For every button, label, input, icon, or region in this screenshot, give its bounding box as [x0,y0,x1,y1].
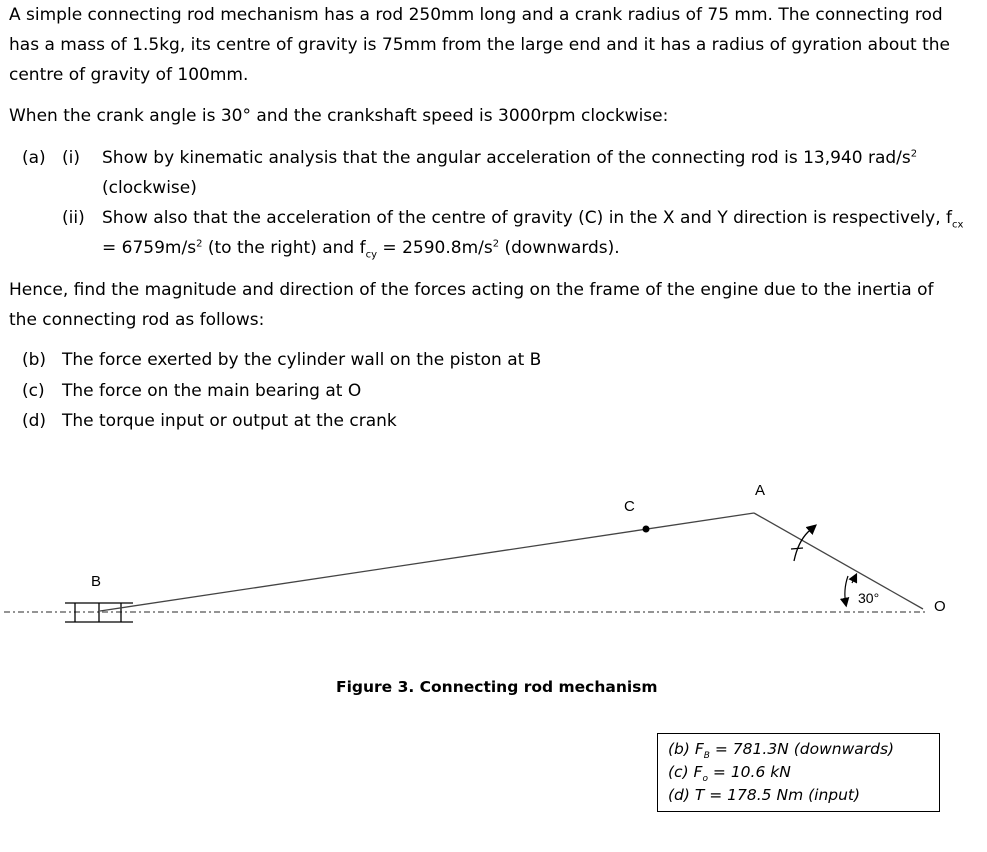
subscript: cx [952,219,964,231]
part-a-i-text-cont: (clockwise) [102,178,197,198]
piston-b [65,603,133,622]
subscript: o [702,774,708,785]
text-segment: (to the right) and f [202,238,366,258]
answer-b-value: = 781.3N (downwards) [709,740,895,758]
centre-of-gravity-dot [643,526,650,533]
superscript: 2 [196,238,203,250]
label-b: B [91,573,102,590]
part-a-ii-text-main: Show also that the acceleration of the centre of gravity (C) in the X and Y direction is respectively, f [102,208,953,228]
part-a-i-label: (i) [62,148,80,168]
figure-caption: Figure 3. Connecting rod mechanism [336,678,658,696]
subscript: B [703,751,710,762]
part-a-label: (a) [22,148,46,168]
answer-b-pre: (b) F [668,740,704,758]
crank-rotation-arrow [794,526,815,561]
part-a-i-text-main: Show by kinematic analysis that the angular acceleration of the connecting rod is 13,940 rad/s [102,148,911,168]
part-d-text: The torque input or output at the crank [62,411,397,431]
condition-text: When the crank angle is 30° and the crankshaft speed is 3000rpm clockwise: [9,106,669,126]
label-a: A [755,482,766,499]
label-c: C [624,498,635,515]
part-b-label: (b) [22,350,47,370]
answer-c [668,761,929,784]
answer-d: (d) T = 178.5 Nm (input) [668,786,861,804]
answer-c-value: = 10.6 kN [707,763,791,781]
angle-arc-arrow [845,576,848,605]
connecting-rod [100,513,754,611]
superscript: 2 [910,148,918,160]
part-d-label: (d) [22,411,47,431]
part-c-text: The force on the main bearing at O [62,381,362,401]
label-o: O [934,598,946,615]
part-a-ii-label: (ii) [62,208,85,228]
intro-line-1: A simple connecting rod mechanism has a rod 250mm long and a crank radius of 75 mm. The connecting rod [9,5,943,25]
fcx-value: = 6759m/s [102,238,197,258]
text-segment: (downwards). [499,238,620,258]
angle-label: 30° [858,590,880,606]
superscript: 2 [492,238,500,250]
subscript: cy [365,249,378,261]
hence-line-2: the connecting rod as follows: [9,310,265,330]
crank [754,513,923,609]
answer-b [668,738,929,761]
answer-c-pre: (c) F [668,763,703,781]
part-b-text: The force exerted by the cylinder wall on the piston at B [62,350,542,370]
answer-box [657,733,940,812]
intro-line-2: has a mass of 1.5kg, its centre of gravity is 75mm from the large end and it has a radius of gyration about the [9,35,951,55]
crank-rotation-tick [791,548,803,549]
angle-arc-top-arrow [852,575,856,583]
intro-line-3: centre of gravity of 100mm. [9,65,249,85]
part-c-label: (c) [22,381,45,401]
fcy-value: = 2590.8m/s [377,238,493,258]
hence-line-1: Hence, find the magnitude and direction of the forces acting on the frame of the engine due to the inertia of [9,280,934,300]
